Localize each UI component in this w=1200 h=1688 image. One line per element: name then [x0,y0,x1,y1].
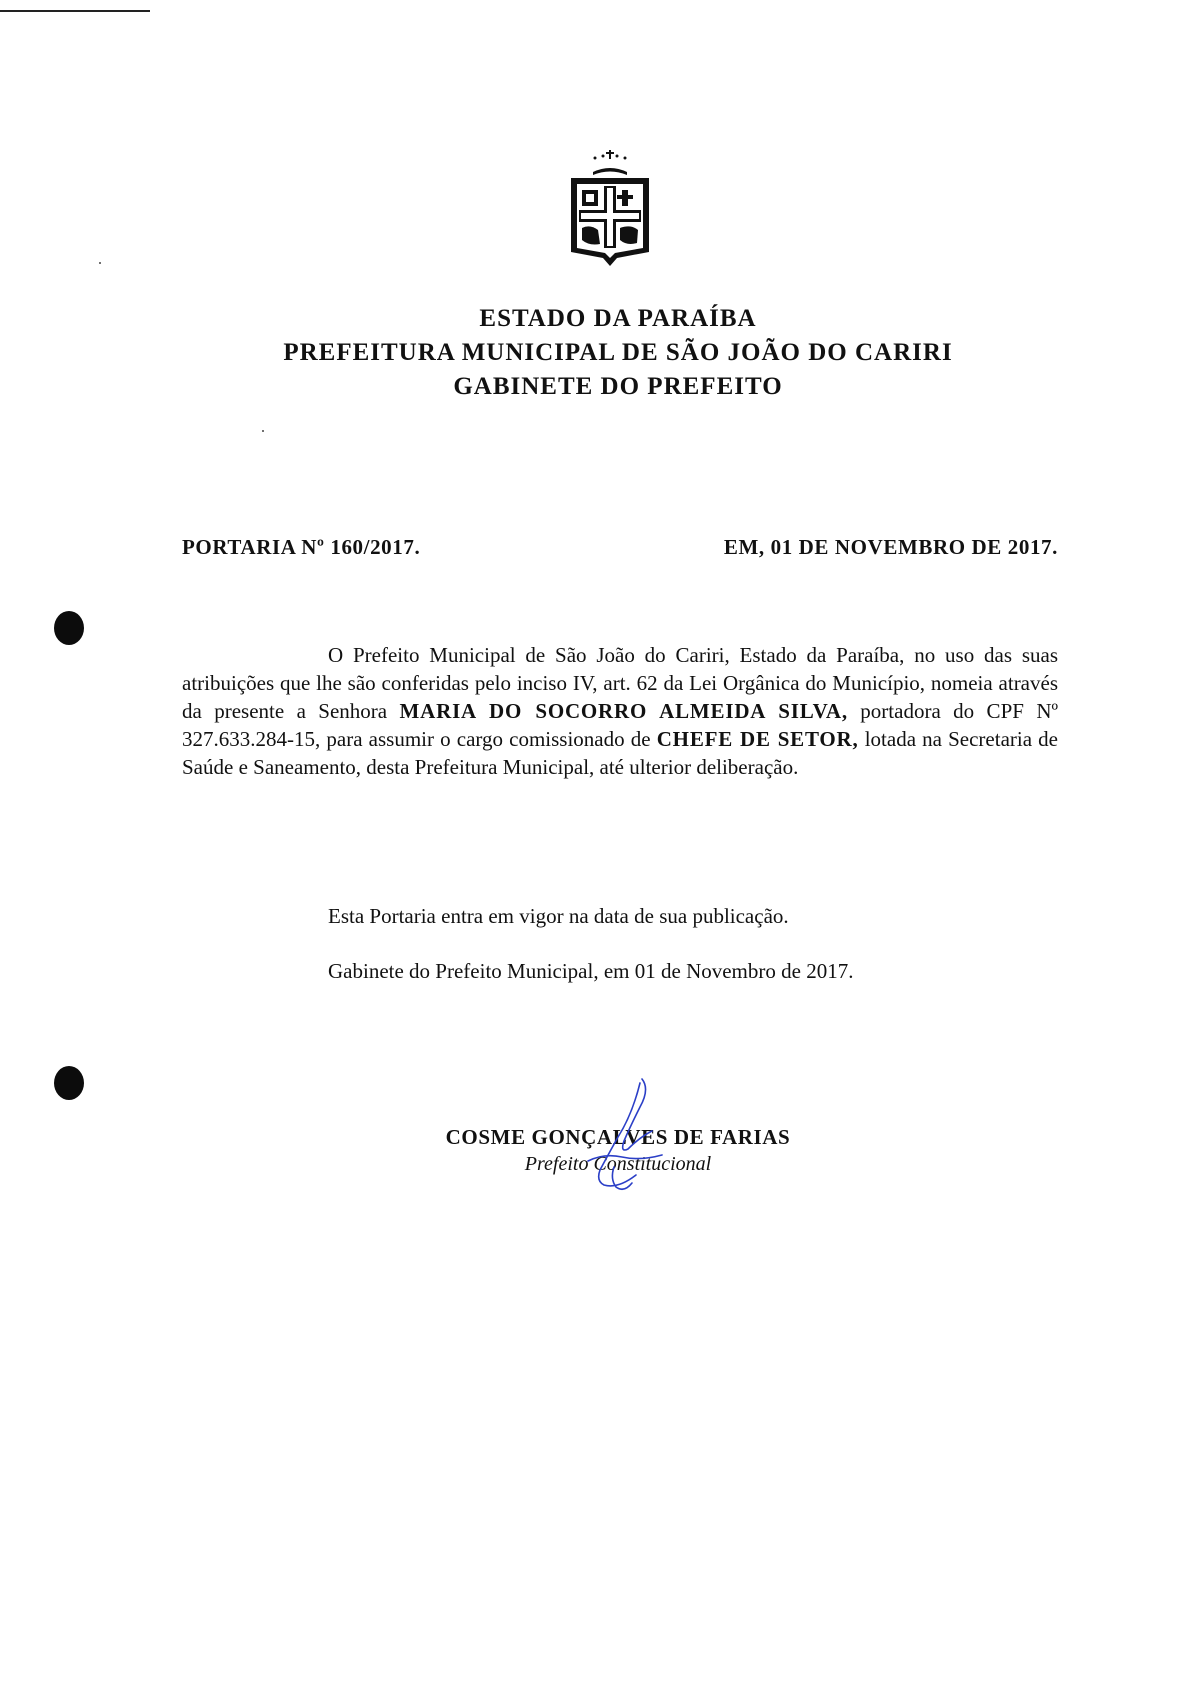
document-header [0,302,1200,404]
body-text-end: lotada na Secretaria de Saúde e Saneamento, desta Prefeitura Municipal, até ulterior deliberação. [182,727,1059,779]
header-state: ESTADO DA PARAÍBA [479,305,757,332]
punch-hole-lower [54,1066,84,1100]
signatory-name: COSME GONÇALVES DE FARIAS [445,1125,791,1149]
scan-speck [99,262,101,264]
body-paragraph [182,641,1058,781]
effective-statement: Esta Portaria entra em vigor na data de sua publicação. [328,904,789,928]
header-cabinet: GABINETE DO PREFEITO [453,373,783,400]
scan-top-rule [0,10,150,12]
scan-speck [262,430,264,432]
body-text-cpf: portadora do CPF Nº 327.633.284-15, para assumir o cargo comissionado de [182,699,1058,751]
punch-hole-upper [54,611,84,645]
municipal-coat-of-arms-icon [565,148,655,266]
portaria-number: PORTARIA Nº 160/2017. [182,535,421,559]
body-text-intro: O Prefeito Municipal de São João do Cariri, Estado da Paraíba, no uso das suas atribuições que lhe são conferidas pelo inciso IV, art. 62 da Lei Orgânica do Município, nomeia através da presente a Senhora [182,643,1058,723]
position-title: CHEFE DE SETOR, [656,727,859,751]
portaria-date: EM, 01 DE NOVEMBRO DE 2017. [723,535,1058,559]
signatory-role: Prefeito Constitucional [524,1153,712,1175]
handwritten-signature [570,1075,680,1195]
appointee-name: MARIA DO SOCORRO ALMEIDA SILVA, [399,699,848,723]
portaria-meta-row [182,535,1058,560]
closing-place-date: Gabinete do Prefeito Municipal, em 01 de Novembro de 2017. [328,959,854,983]
header-prefecture: PREFEITURA MUNICIPAL DE SÃO JOÃO DO CARIRI [283,339,953,366]
